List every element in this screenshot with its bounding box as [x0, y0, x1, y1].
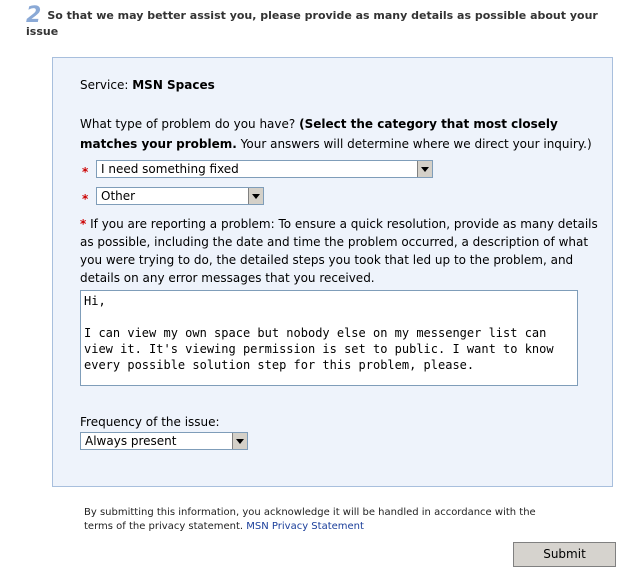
- problem-instruction-rest: Your answers will determine where we direct your inquiry.): [240, 137, 592, 151]
- report-note-text: If you are reporting a problem: To ensure a quick resolution, provide as many details as possible, including the date and time the problem occurred, a description of what you were trying to do, the detailed steps you took that led up to the problem, and details on any error messages that you received.: [80, 217, 598, 285]
- submit-button[interactable]: Submit: [513, 542, 616, 567]
- step-number: 2: [26, 3, 42, 28]
- frequency-label: Frequency of the issue:: [80, 415, 220, 429]
- problem-type-question: [80, 114, 600, 154]
- step-header: [26, 3, 626, 40]
- chevron-down-icon[interactable]: [248, 188, 263, 204]
- frequency-value: Always present: [85, 434, 177, 448]
- chevron-down-icon[interactable]: [417, 161, 432, 177]
- problem-category-select[interactable]: [96, 160, 433, 178]
- privacy-disclaimer: [84, 506, 554, 534]
- required-marker: *: [82, 165, 89, 179]
- chevron-down-icon[interactable]: [232, 433, 247, 449]
- disclaimer-text: By submitting this information, you acknowledge it will be handled in accordance with the terms of the privacy statement.: [84, 507, 536, 532]
- problem-subcategory-select[interactable]: [96, 187, 264, 205]
- frequency-select[interactable]: [80, 432, 248, 450]
- required-marker: *: [80, 217, 87, 231]
- problem-subcategory-value: Other: [101, 189, 136, 203]
- step-title: So that we may better assist you, please provide as many details as possible about your issue: [26, 9, 598, 38]
- required-marker: *: [82, 192, 89, 206]
- report-note: [80, 215, 600, 287]
- privacy-statement-link[interactable]: MSN Privacy Statement: [246, 521, 364, 532]
- service-line: [80, 77, 215, 93]
- problem-category-value: I need something fixed: [101, 162, 239, 176]
- problem-instruction-bold: (Select the category that most closely matches your problem.: [80, 117, 558, 151]
- service-value: MSN Spaces: [132, 78, 215, 92]
- problem-question: What type of problem do you have?: [80, 117, 296, 131]
- service-label: Service:: [80, 78, 129, 92]
- details-textarea[interactable]: Hi, I can view my own space but nobody else on my messenger list can view it. It's viewing permission is set to public. I want to know every possible solution step for this problem, please.: [80, 290, 578, 386]
